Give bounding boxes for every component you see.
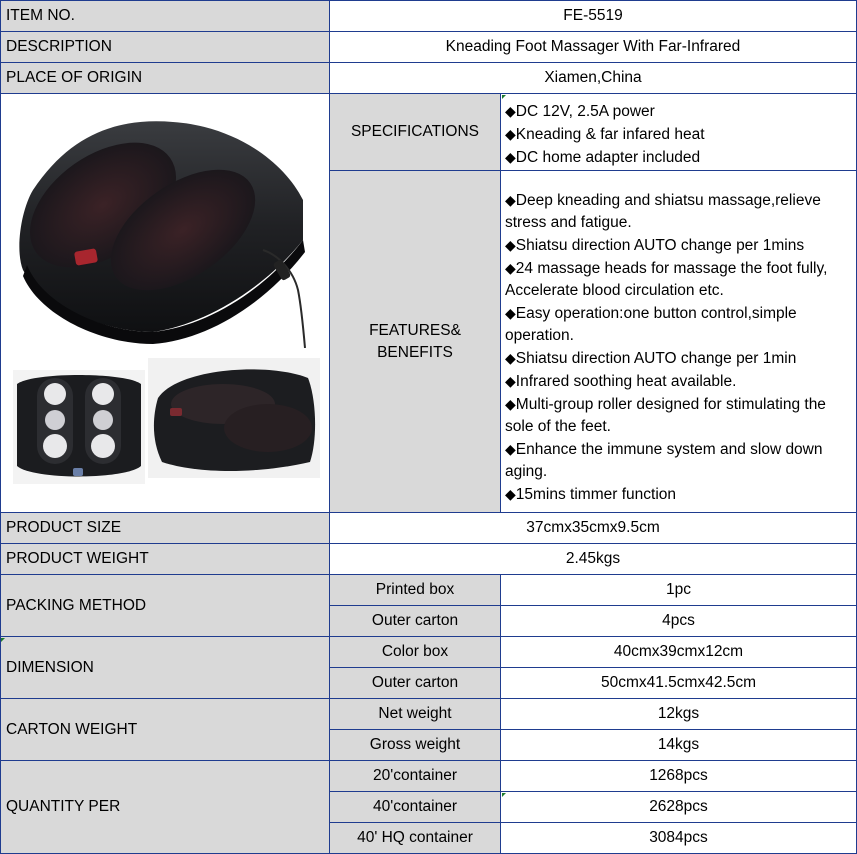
carton-weight-label: CARTON WEIGHT xyxy=(0,699,330,761)
product-size-label: PRODUCT SIZE xyxy=(0,513,330,544)
diamond-bullet-icon: ◆ xyxy=(505,373,516,389)
feature-item: ◆Infrared soothing heat available. xyxy=(505,373,737,390)
diamond-bullet-icon: ◆ xyxy=(505,149,516,165)
quantity-sub-value: 2628pcs xyxy=(501,792,857,823)
diamond-bullet-icon: ◆ xyxy=(505,350,516,366)
feature-item: ◆Easy operation:one button control,simple operation. xyxy=(505,305,797,344)
diamond-bullet-icon: ◆ xyxy=(505,103,516,119)
item-no-value: FE-5519 xyxy=(330,0,857,32)
specifications-label: SPECIFICATIONS xyxy=(330,94,501,171)
diamond-bullet-icon: ◆ xyxy=(505,237,516,253)
features-label: FEATURES& BENEFITS xyxy=(330,171,501,513)
dimension-sub-value: 40cmx39cmx12cm xyxy=(501,637,857,668)
diamond-bullet-icon: ◆ xyxy=(505,305,516,321)
feature-item: ◆15mins timmer function xyxy=(505,486,677,503)
dimension-sub-label: Color box xyxy=(330,637,501,668)
cell-comment-marker xyxy=(502,95,506,99)
diamond-bullet-icon: ◆ xyxy=(505,260,516,276)
item-no-label: ITEM NO. xyxy=(0,0,330,32)
place-of-origin-label: PLACE OF ORIGIN xyxy=(0,63,330,94)
product-weight-value: 2.45kgs xyxy=(330,544,857,575)
feature-item: ◆Enhance the immune system and slow down aging. xyxy=(505,441,823,480)
product-size-value: 37cmx35cmx9.5cm xyxy=(330,513,857,544)
foot-massager-main-photo xyxy=(3,100,319,348)
feature-item: ◆Shiatsu direction AUTO change per 1min xyxy=(505,350,797,367)
dimension-sub-value: 50cmx41.5cmx42.5cm xyxy=(501,668,857,699)
packing-method-label: PACKING METHOD xyxy=(0,575,330,637)
carton-weight-sub-value: 12kgs xyxy=(501,699,857,730)
diamond-bullet-icon: ◆ xyxy=(505,192,516,208)
description-value: Kneading Foot Massager With Far-Infrared xyxy=(330,32,857,63)
feature-item: ◆24 massage heads for massage the foot fully, Accelerate blood circulation etc. xyxy=(505,260,828,299)
quantity-sub-label: 20'container xyxy=(330,761,501,792)
quantity-per-label: QUANTITY PER xyxy=(0,761,330,854)
diamond-bullet-icon: ◆ xyxy=(505,486,516,502)
quantity-sub-label: 40' HQ container xyxy=(330,823,501,854)
quantity-sub-value: 3084pcs xyxy=(501,823,857,854)
packing-sub-label: Outer carton xyxy=(330,606,501,637)
quantity-sub-label: 40'container xyxy=(330,792,501,823)
spec-item: ◆Kneading & far infared heat xyxy=(505,126,705,143)
specifications-list xyxy=(501,94,857,171)
packing-sub-value: 1pc xyxy=(501,575,857,606)
diamond-bullet-icon: ◆ xyxy=(505,126,516,142)
diamond-bullet-icon: ◆ xyxy=(505,396,516,412)
dimension-label: DIMENSION xyxy=(0,637,330,699)
foot-massager-side-photo xyxy=(148,358,320,478)
cell-comment-marker xyxy=(502,793,506,797)
feature-item: ◆Multi-group roller designed for stimulating the sole of the feet. xyxy=(505,396,826,435)
product-photos xyxy=(0,94,330,513)
spec-item: ◆DC 12V, 2.5A power xyxy=(505,103,655,120)
carton-weight-sub-label: Net weight xyxy=(330,699,501,730)
description-label: DESCRIPTION xyxy=(0,32,330,63)
diamond-bullet-icon: ◆ xyxy=(505,441,516,457)
features-list xyxy=(501,171,857,513)
packing-sub-value: 4pcs xyxy=(501,606,857,637)
carton-weight-sub-label: Gross weight xyxy=(330,730,501,761)
packing-sub-label: Printed box xyxy=(330,575,501,606)
feature-item: ◆Deep kneading and shiatsu massage,relieve stress and fatigue. xyxy=(505,192,821,231)
dimension-sub-label: Outer carton xyxy=(330,668,501,699)
carton-weight-sub-value: 14kgs xyxy=(501,730,857,761)
cell-comment-marker xyxy=(1,638,5,642)
quantity-sub-value: 1268pcs xyxy=(501,761,857,792)
product-weight-label: PRODUCT WEIGHT xyxy=(0,544,330,575)
place-of-origin-value: Xiamen,China xyxy=(330,63,857,94)
foot-massager-open-top-photo xyxy=(13,370,145,484)
spec-item: ◆DC home adapter included xyxy=(505,149,701,166)
feature-item: ◆Shiatsu direction AUTO change per 1mins xyxy=(505,237,805,254)
